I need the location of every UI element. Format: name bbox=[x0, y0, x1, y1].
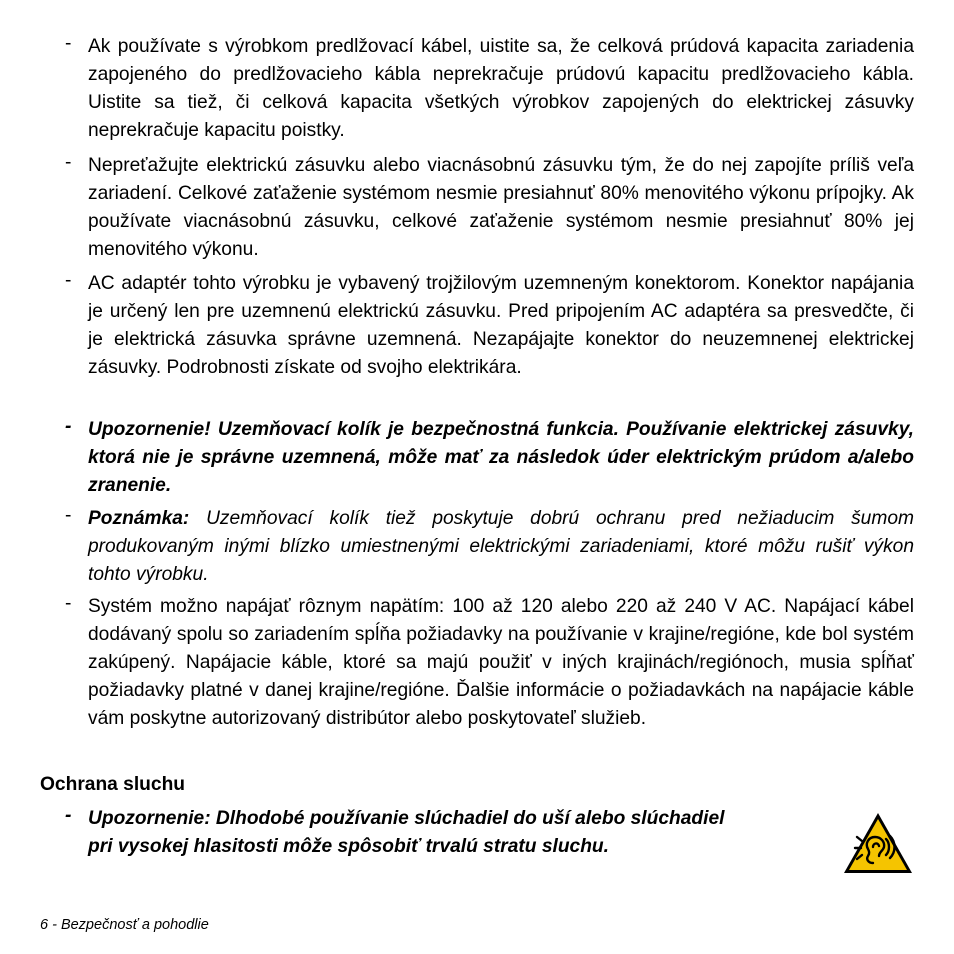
bullet-text: Ak používate s výrobkom predlžovací kábel, uistite sa, že celková prúdová kapacita zariadenia zapojeného do predlžovacieho kábla neprekračuje prúdovú kapacitu predlžovacieho kábla. Uistite sa tiež, či celková kapacita všetkých výrobkov zapojených do elektrickej zásuvky neprekračuje kapacitu poistky. bbox=[88, 36, 914, 141]
bullet-dash: - bbox=[65, 33, 72, 54]
bullet-dash: - bbox=[65, 593, 72, 614]
note-text bbox=[88, 505, 914, 589]
bullet-dash: - bbox=[65, 505, 72, 526]
note-label: Poznámka: bbox=[88, 508, 190, 529]
bullet-text: AC adaptér tohto výrobku je vybavený trojžilovým uzemneným konektorom. Konektor napájania je určený len pre uzemnenú elektrickú zásuvku. Pred pripojením AC adaptéra sa presvedčte, či je elektrická zásuvka správne uzemnená. Nezapájajte konektor do neuzemnenej elektrickej zásuvky. Podrobnosti získate od svojho elektrikára. bbox=[88, 273, 914, 378]
hearing-warning-line-2: pri vysokej hlasitosti môže spôsobiť trvalú stratu sluchu. bbox=[88, 836, 609, 857]
section-heading: Ochrana sluchu bbox=[40, 774, 186, 795]
bullet-dash: - bbox=[65, 270, 72, 291]
warning-text: Upozornenie! Uzemňovací kolík je bezpečnostná funkcia. Používanie elektrickej zásuvky, ktorá nie je správne uzemnená, môže mať za následok úder elektrickým prúdom a/alebo zranenie. bbox=[88, 419, 914, 496]
hearing-warning-line-1: Upozornenie: Dlhodobé používanie slúchadiel do uší alebo slúchadiel bbox=[88, 808, 725, 829]
bullet-text: Systém možno napájať rôznym napätím: 100 až 120 alebo 220 až 240 V AC. Napájací kábel dodávaný spolu so zariadením spĺňa požiadavky na používanie v krajine/regióne, kde bol systém zakúpený. Napájacie káble, ktoré sa majú použiť v iných krajinách/regiónoch, musia spĺňať požiadavky platné v danej krajine/regióne. Ďalšie informácie o požiadavkách na napájacie káble vám poskytne autorizovaný distribútor alebo poskytovateľ služieb. bbox=[88, 596, 914, 729]
bullet-dash: - bbox=[65, 152, 72, 173]
hearing-warning-text bbox=[88, 805, 848, 861]
bullet-dash: - bbox=[65, 805, 72, 826]
hearing-warning-icon bbox=[842, 811, 914, 875]
note-body: Uzemňovací kolík tiež poskytuje dobrú ochranu pred nežiaducim šumom produkovaným inými blízko umiestnenými elektrickými zariadeniami, ktoré môžu rušiť výkon tohto výrobku. bbox=[88, 508, 914, 585]
bullet-dash: - bbox=[65, 416, 72, 437]
page-footer: 6 - Bezpečnosť a pohodlie bbox=[40, 917, 209, 933]
bullet-text: Nepreťažujte elektrickú zásuvku alebo viacnásobnú zásuvku tým, že do nej zapojíte príliš veľa zariadení. Celkové zaťaženie systémom nesmie presiahnuť 80% menovitého výkonu prípojky. Ak používate viacnásobnú zásuvku, celkové zaťaženie systémom nesmie presiahnuť 80% jej menovitého výkonu. bbox=[88, 155, 914, 260]
